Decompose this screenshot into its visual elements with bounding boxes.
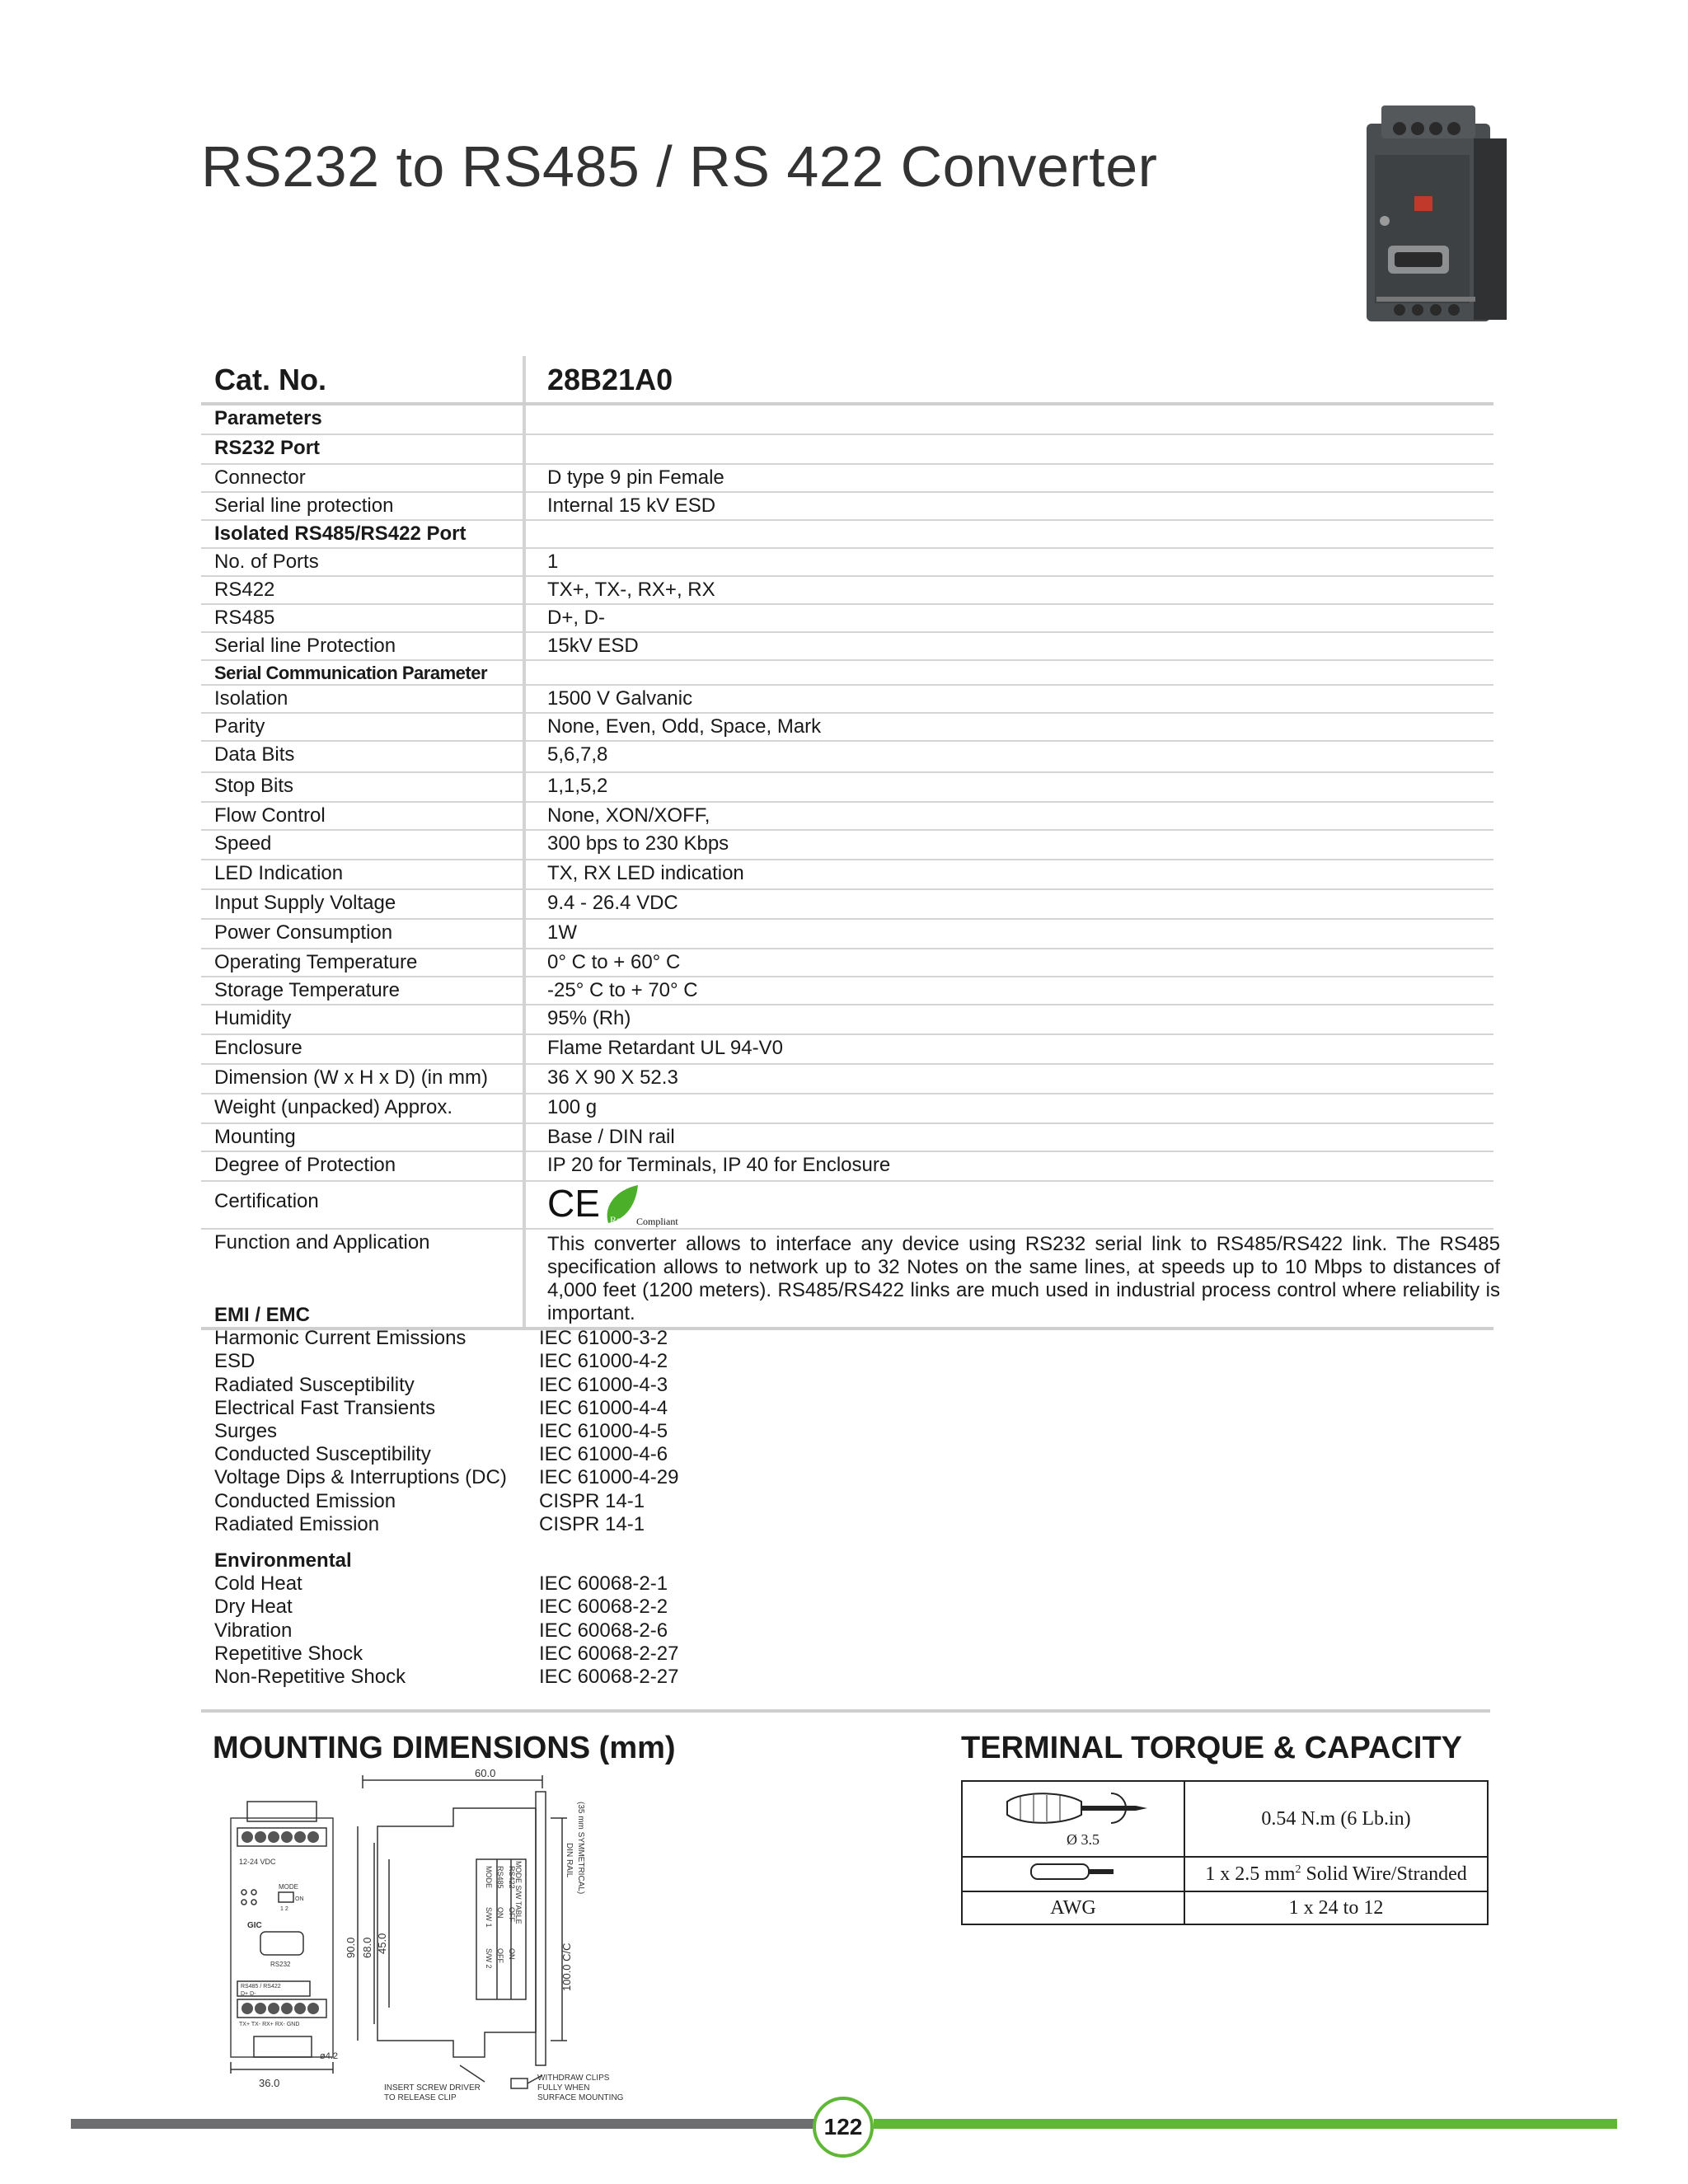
spec-value: 1 <box>547 551 559 573</box>
svg-text:DIN RAIL: DIN RAIL <box>565 1843 574 1878</box>
spec-table <box>201 356 1500 1330</box>
test-name: Radiated Susceptibility <box>214 1373 415 1396</box>
spec-row <box>201 549 1493 577</box>
spec-key: Humidity <box>214 1007 292 1029</box>
test-name: Dry Heat <box>214 1596 293 1619</box>
spec-value: 1,1,5,2 <box>547 775 608 797</box>
certification-row <box>201 1182 1493 1230</box>
spec-key: RS485 <box>214 607 275 629</box>
svg-text:TX+ TX- RX+ RX- GND: TX+ TX- RX+ RX- GND <box>239 2022 300 2027</box>
standard-row <box>214 1572 668 1596</box>
standard-code: IEC 60068-2-6 <box>539 1619 668 1642</box>
page-number: 122 <box>813 2097 874 2158</box>
ce-mark-icon: CE <box>547 1182 600 1225</box>
svg-text:D+ D-: D+ D- <box>241 1991 256 1997</box>
svg-text:FULLY WHEN: FULLY WHEN <box>537 2083 590 2093</box>
spec-value: 1500 V Galvanic <box>547 687 693 710</box>
svg-text:GIC: GIC <box>247 1921 262 1930</box>
test-name: Non-Repetitive Shock <box>214 1665 406 1688</box>
spec-row <box>201 773 1493 803</box>
standard-code: IEC 61000-3-2 <box>539 1327 668 1350</box>
footer-bar-green <box>874 2119 1617 2129</box>
svg-text:ON: ON <box>295 1896 304 1902</box>
rohs-leaf-icon <box>607 1185 638 1226</box>
spec-row <box>201 1152 1493 1182</box>
test-name: Surges <box>214 1419 278 1442</box>
svg-text:TO RELEASE CLIP: TO RELEASE CLIP <box>384 2093 457 2102</box>
spec-value: 1W <box>547 921 577 944</box>
spec-row <box>201 405 1493 435</box>
side-view <box>345 1769 624 2102</box>
svg-text:MODE: MODE <box>485 1866 493 1888</box>
test-name: Cold Heat <box>214 1572 302 1596</box>
spec-key: Data Bits <box>214 743 295 766</box>
spec-value: Base / DIN rail <box>547 1126 675 1148</box>
spec-row <box>201 1035 1493 1065</box>
spec-row <box>201 742 1493 773</box>
test-name: Vibration <box>214 1619 293 1642</box>
spec-value: TX, RX LED indication <box>547 862 744 884</box>
spec-row <box>201 686 1493 714</box>
spec-key: Serial line protection <box>214 494 394 517</box>
test-name: Radiated Emission <box>214 1512 380 1535</box>
spec-key: Dimension (W x H x D) (in mm) <box>214 1066 489 1089</box>
spec-key: RS232 Port <box>214 437 321 459</box>
spec-value: -25° C to + 70° C <box>547 979 698 1001</box>
certification-marks <box>544 1182 692 1228</box>
spec-row <box>201 949 1493 977</box>
test-name: Voltage Dips & Interruptions (DC) <box>214 1466 507 1489</box>
svg-text:36.0: 36.0 <box>259 2077 280 2089</box>
mounting-dimensions-drawing <box>213 1769 641 2115</box>
standard-row <box>214 1419 668 1443</box>
function-row <box>201 1230 1500 1330</box>
standard-code: IEC 61000-4-29 <box>539 1466 679 1489</box>
svg-text:100.0 C/C: 100.0 C/C <box>560 1943 573 1991</box>
spec-key: Serial Communication Parameter <box>214 663 488 683</box>
spec-value: 5,6,7,8 <box>547 743 608 766</box>
spec-row <box>201 465 1493 493</box>
screwdriver-cell <box>962 1781 1184 1857</box>
spec-row <box>201 860 1493 890</box>
standard-code: IEC 61000-4-3 <box>539 1373 668 1396</box>
spec-key: Enclosure <box>214 1037 302 1059</box>
svg-text:RS422: RS422 <box>508 1866 516 1889</box>
awg-value: 1 x 24 to 12 <box>1184 1891 1488 1924</box>
torque-row <box>962 1781 1488 1857</box>
spec-value: None, XON/XOFF, <box>547 804 710 827</box>
standard-code: IEC 61000-4-5 <box>539 1419 668 1442</box>
spec-row <box>201 1094 1493 1124</box>
standard-code: IEC 60068-2-27 <box>539 1642 679 1665</box>
spec-row <box>201 605 1493 633</box>
svg-text:RS232: RS232 <box>270 1961 291 1968</box>
svg-text:45.0: 45.0 <box>376 1933 388 1954</box>
cat-no-value: 28B21A0 <box>547 363 673 396</box>
svg-text:S/W 2: S/W 2 <box>485 1948 493 1969</box>
svg-text:MODE S/W TABLE: MODE S/W TABLE <box>514 1861 523 1924</box>
standard-code: IEC 60068-2-1 <box>539 1572 668 1596</box>
standard-row <box>214 1512 645 1536</box>
test-name: Electrical Fast Transients <box>214 1396 436 1419</box>
rohs-compliant-text: Compliant <box>636 1216 678 1227</box>
standard-row <box>214 1665 679 1689</box>
svg-text:ø4.2: ø4.2 <box>320 2051 339 2061</box>
test-name: Conducted Susceptibility <box>214 1443 431 1466</box>
certification-label: Certification <box>214 1190 319 1212</box>
standard-row <box>214 1443 668 1466</box>
spec-key: Storage Temperature <box>214 979 401 1001</box>
svg-text:MODE: MODE <box>279 1883 298 1891</box>
svg-text:RS485: RS485 <box>496 1866 504 1889</box>
spec-value: D+, D- <box>547 607 606 629</box>
spec-value: Internal 15 kV ESD <box>547 494 716 517</box>
spec-value: None, Even, Odd, Space, Mark <box>547 715 822 738</box>
spec-key: Input Supply Voltage <box>214 892 396 914</box>
spec-row <box>201 633 1493 661</box>
wire-value: 1 x 2.5 $mm^2$ Solid Wire/Stranded <box>1184 1857 1488 1891</box>
spec-value: IP 20 for Terminals, IP 40 for Enclosure <box>547 1154 891 1176</box>
svg-text:RS485 / RS422: RS485 / RS422 <box>241 1984 281 1990</box>
function-label: Function and Application <box>214 1231 430 1254</box>
svg-text:Ø 3.5: Ø 3.5 <box>1067 1830 1100 1848</box>
emi-section <box>214 1304 679 1536</box>
test-name: Conducted Emission <box>214 1489 396 1512</box>
spec-key: Flow Control <box>214 804 326 827</box>
test-name: ESD <box>214 1350 256 1373</box>
spec-key: Degree of Protection <box>214 1154 396 1176</box>
svg-text:RoHS: RoHS <box>610 1214 635 1226</box>
spec-row <box>201 661 1493 686</box>
spec-header-row <box>201 356 1493 405</box>
spec-key: Power Consumption <box>214 921 393 944</box>
standard-row <box>214 1489 645 1513</box>
standard-row <box>214 1373 668 1397</box>
wire-icon <box>1028 1859 1118 1884</box>
spec-value: TX+, TX-, RX+, RX <box>547 579 715 601</box>
spec-key: LED Indication <box>214 862 344 884</box>
standard-code: IEC 61000-4-4 <box>539 1396 668 1419</box>
svg-text:90.0: 90.0 <box>345 1937 357 1958</box>
spec-key: RS422 <box>214 579 275 601</box>
spec-row <box>201 435 1493 465</box>
svg-text:WITHDRAW CLIPS: WITHDRAW CLIPS <box>537 2074 610 2083</box>
spec-key: Parameters <box>214 407 322 429</box>
wire-cell <box>962 1857 1184 1891</box>
page-title: RS232 to RS485 / RS 422 Converter <box>201 134 1158 199</box>
standard-code: CISPR 14-1 <box>539 1489 645 1512</box>
spec-row <box>201 977 1493 1005</box>
spec-key: Speed <box>214 832 272 855</box>
wire-row <box>962 1857 1488 1891</box>
spec-row <box>201 1124 1493 1152</box>
spec-value: Flame Retardant UL 94-V0 <box>547 1037 783 1059</box>
environmental-heading: Environmental <box>214 1549 352 1572</box>
spec-row <box>201 1065 1493 1094</box>
svg-text:ON: ON <box>496 1907 504 1919</box>
spec-row <box>201 493 1493 521</box>
standard-row <box>214 1327 668 1350</box>
spec-row <box>201 521 1493 549</box>
spec-value: 36 X 90 X 52.3 <box>547 1066 678 1089</box>
spec-key: Operating Temperature <box>214 951 418 973</box>
spec-key: Connector <box>214 466 306 489</box>
spec-value: 15kV ESD <box>547 635 639 657</box>
standard-row <box>214 1350 668 1373</box>
svg-text:OFF: OFF <box>496 1948 504 1963</box>
standard-row <box>214 1466 679 1489</box>
spec-key: Parity <box>214 715 265 738</box>
torque-table <box>961 1780 1489 1925</box>
spec-row <box>201 803 1493 831</box>
svg-text:68.0: 68.0 <box>361 1937 373 1958</box>
standard-code: IEC 61000-4-2 <box>539 1350 668 1373</box>
spec-value: 300 bps to 230 Kbps <box>547 832 729 855</box>
spec-value: 100 g <box>547 1096 598 1118</box>
svg-text:OFF: OFF <box>508 1907 516 1922</box>
product-image <box>1358 105 1511 332</box>
standard-row <box>214 1596 668 1619</box>
standard-code: IEC 60068-2-2 <box>539 1596 668 1619</box>
spec-key: Stop Bits <box>214 775 294 797</box>
spec-value: D type 9 pin Female <box>547 466 724 489</box>
spec-key: No. of Ports <box>214 551 319 573</box>
spec-row <box>201 920 1493 949</box>
svg-text:(35 mm SYMMETRICAL): (35 mm SYMMETRICAL) <box>576 1802 585 1895</box>
standard-code: CISPR 14-1 <box>539 1512 645 1535</box>
function-text: This converter allows to interface any device using RS232 serial link to RS485/RS422 link. The RS485 specification allows to network up to 32 Notes on the same lines, at speeds up to 10 Mbps to distances of 4,000 feet (1200 meters). RS485/RS422 links are much used in industrial process control where reliability is important. <box>547 1233 1500 1324</box>
standard-row <box>214 1396 668 1420</box>
spec-key: Isolated RS485/RS422 Port <box>214 523 467 545</box>
mounting-heading: MOUNTING DIMENSIONS (mm) <box>213 1731 676 1765</box>
torque-heading: TERMINAL TORQUE & CAPACITY <box>961 1731 1463 1765</box>
standard-row <box>214 1642 679 1666</box>
svg-text:INSERT SCREW DRIVER: INSERT SCREW DRIVER <box>384 2083 481 2093</box>
svg-text:S/W 1: S/W 1 <box>485 1907 493 1928</box>
spec-row <box>201 890 1493 920</box>
spec-row <box>201 1005 1493 1035</box>
emi-heading: EMI / EMC <box>214 1304 311 1326</box>
footer-bar-gray <box>71 2119 837 2129</box>
svg-text:12-24 VDC: 12-24 VDC <box>239 1858 276 1866</box>
spec-key: Isolation <box>214 687 288 710</box>
environmental-section <box>214 1549 679 1689</box>
spec-key: Weight (unpacked) Approx. <box>214 1096 453 1118</box>
spec-row <box>201 714 1493 742</box>
awg-row <box>962 1891 1488 1924</box>
spec-value: 9.4 - 26.4 VDC <box>547 892 678 914</box>
torque-value: 0.54 N.m (6 Lb.in) <box>1184 1781 1488 1857</box>
spec-value: 0° C to + 60° C <box>547 951 681 973</box>
spec-key: Serial line Protection <box>214 635 396 657</box>
spec-value: 95% (Rh) <box>547 1007 631 1029</box>
test-name: Repetitive Shock <box>214 1642 363 1665</box>
standard-code: IEC 61000-4-6 <box>539 1443 668 1466</box>
standard-row <box>214 1619 668 1643</box>
svg-text:1 2: 1 2 <box>280 1906 288 1912</box>
cat-no-label: Cat. No. <box>214 363 327 396</box>
spec-key: Mounting <box>214 1126 296 1148</box>
spec-row <box>201 577 1493 605</box>
section-divider <box>201 1709 1490 1713</box>
svg-text:60.0: 60.0 <box>475 1769 496 1779</box>
front-view <box>231 1802 338 2089</box>
spec-row <box>201 831 1493 860</box>
standard-code: IEC 60068-2-27 <box>539 1665 679 1688</box>
svg-text:ON: ON <box>508 1948 516 1960</box>
screwdriver-icon <box>991 1783 1156 1849</box>
awg-label: AWG <box>962 1891 1184 1924</box>
svg-text:SURFACE MOUNTING: SURFACE MOUNTING <box>537 2093 624 2102</box>
test-name: Harmonic Current Emissions <box>214 1327 467 1350</box>
